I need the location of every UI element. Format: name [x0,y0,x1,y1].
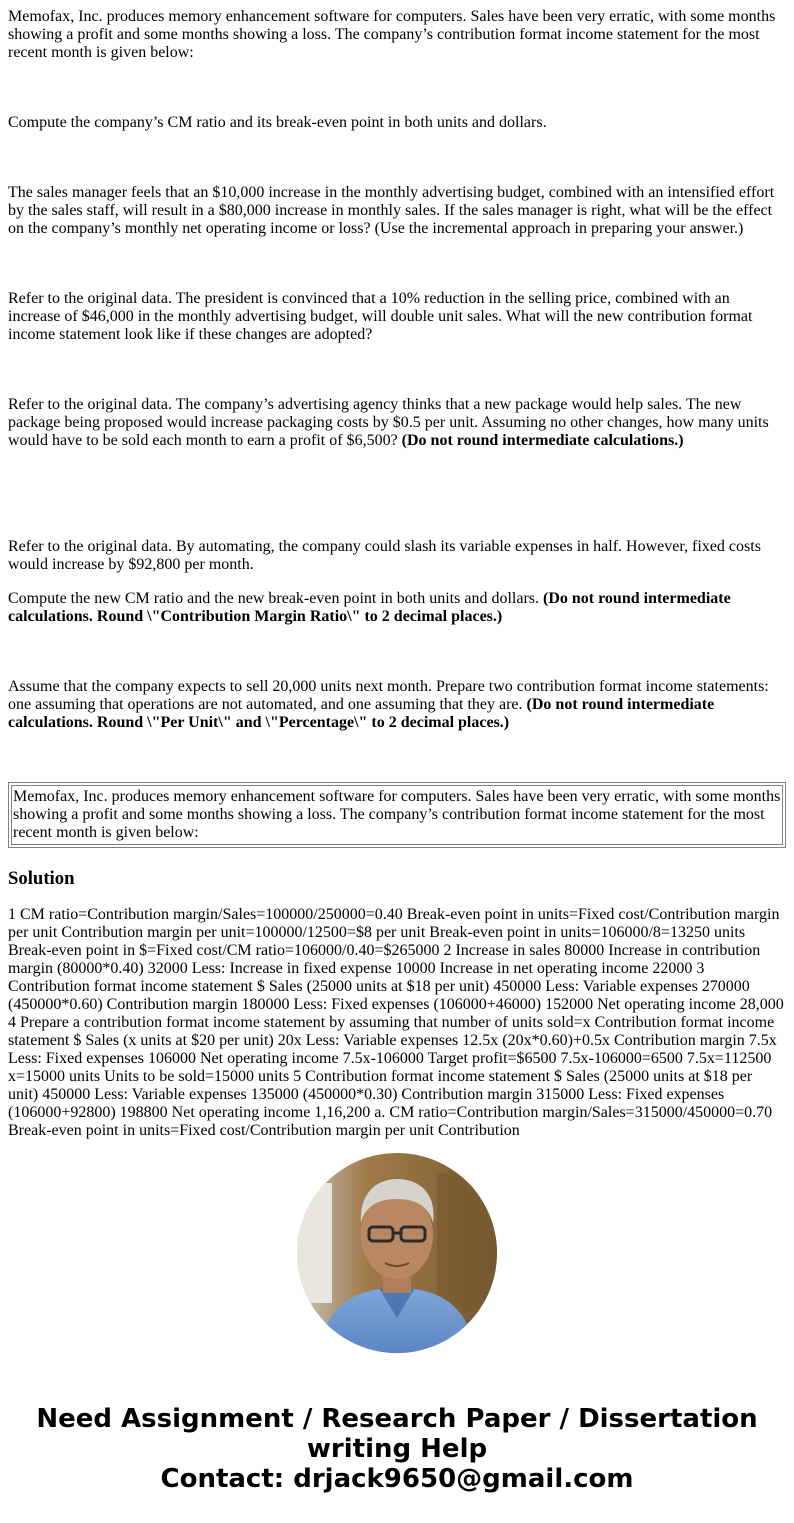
author-portrait-image [297,1153,497,1353]
question-part-5b [8,590,786,626]
question-part-6 [8,678,786,732]
question-part-1: Compute the company’s CM ratio and its break-even point in both units and dollars. [8,114,547,131]
footer-contact-text: Contact: drjack9650@gmail.com [160,1464,634,1494]
question-box [8,782,786,848]
question-intro: Memofax, Inc. produces memory enhancement software for computers. Sales have been very erratic, with some months showing a profit and some months showing a loss. The company’s contribution format income statement for the most recent month is given below: [8,8,776,61]
question-box-text: Memofax, Inc. produces memory enhancement software for computers. Sales have been very erratic, with some months showing a profit and some months showing a loss. The company’s contribution format income statement for the most recent month is given below: [11,785,783,845]
question-part-2: The sales manager feels that an $10,000 increase in the monthly advertising budget, combined with an intensified effort by the sales staff, will result in a $80,000 increase in monthly sales. If the sales manager is right, what will be the effect on the company’s monthly net operating income or loss? (Use the incremental approach in preparing your answer.) [8,184,775,237]
question-part-5b-note: (Do not round intermediate calculations. Round \"Contribution Margin Ratio\" to 2 decimal places.) [8,590,731,625]
solution-heading: Solution [8,868,75,889]
question-part-5b-text: Compute the new CM ratio and the new break-even point in both units and dollars. [8,590,543,607]
question-part-4 [8,396,786,450]
question-part-3: Refer to the original data. The president is convinced that a 10% reduction in the selling price, combined with an increase of $46,000 in the monthly advertising budget, will double unit sales. What will the new contribution format income statement look like if these changes are adopted? [8,290,753,343]
question-part-6-text: Assume that the company expects to sell 20,000 units next month. Prepare two contribution format income statements: one assuming that operations are not automated, and one assuming that they are. [8,678,769,713]
footer-help-text: Need Assignment / Research Paper / Dissertation writing Help [36,1404,758,1464]
question-part-6-note: (Do not round intermediate calculations. Round \"Per Unit\" and \"Percentage\" to 2 decimal places.) [8,696,715,731]
footer-banner [0,1404,794,1494]
author-photo [297,1153,497,1353]
question-part-4-text: Refer to the original data. The company’s advertising agency thinks that a new package would help sales. The new package being proposed would increase packaging costs by $0.5 per unit. Assuming no other changes, how many units would have to be sold each month to earn a profit of $6,500? [8,396,769,449]
question-part-4-note: (Do not round intermediate calculations.) [401,432,684,449]
question-part-5: Refer to the original data. By automating, the company could slash its variable expenses in half. However, fixed costs would increase by $92,800 per month. [8,538,761,573]
solution-text: 1 CM ratio=Contribution margin/Sales=100000/250000=0.40 Break-even point in units=Fixed cost/Contribution margin per unit Contribution margin per unit=100000/12500=$8 per unit Break-even point in units=106000/8=13250 units Break-even point in $=Fixed cost/CM ratio=106000/0.40=$265000 2 Increase in sales 80000 Increase in contribution margin (80000*0.40) 32000 Less: Increase in fixed expense 10000 Increase in net operating income 22000 3 Contribution format income statement $ Sales (25000 units at $18 per unit) 450000 Less: Variable expenses 270000 (450000*0.60) Contribution margin 180000 Less: Fixed expenses (106000+46000) 152000 Net operating income 28,000 4 Prepare a contribution format income statement by assuming that number of units sold=x Contribution format income statement $ Sales (x units at $20 per unit) 20x Less: Variable expenses 12.5x (20x*0.60)+0.5x Contribution margin 7.5x Less: Fixed expenses 106000 Net operating income 7.5x-106000 Target profit=$6500 7.5x-106000=6500 7.5x=112500 x=15000 units Units to be sold=15000 units 5 Contribution format income statement $ Sales (25000 units at $18 per unit) 450000 Less: Variable expenses 135000 (450000*0.30) Contribution margin 315000 Less: Fixed expenses (106000+92800) 198800 Net operating income 1,16,200 a. CM ratio=Contribution margin/Sales=315000/450000=0.70 Break-even point in units=Fixed cost/Contribution margin per unit Contribution [8,906,784,1139]
